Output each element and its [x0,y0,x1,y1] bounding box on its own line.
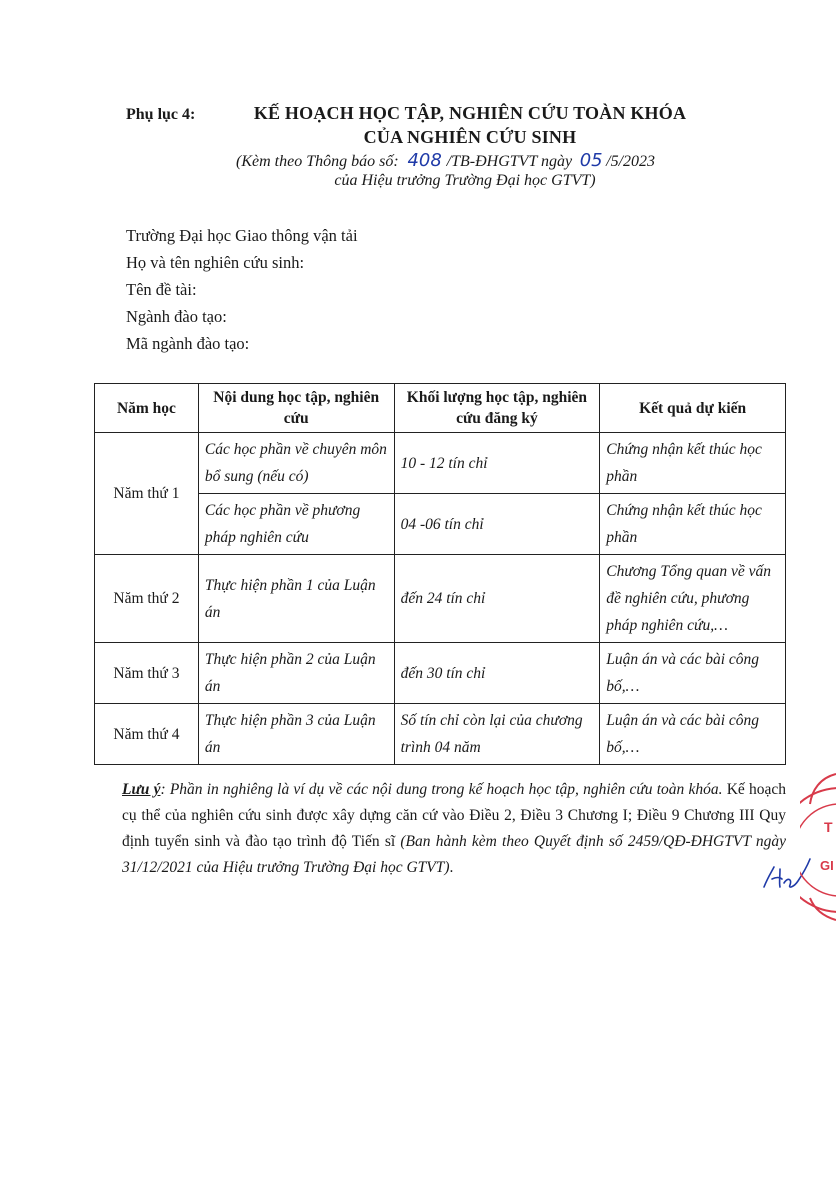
stamp-seal [800,770,836,930]
content-cell: Thực hiện phần 1 của Luận án [198,555,394,643]
appendix-label: Phụ lục 4: [126,106,196,123]
result-cell: Chứng nhận kết thúc học phần [600,494,786,555]
workload-cell: đến 24 tín chỉ [394,555,600,643]
header-year: Năm học [95,384,199,433]
subtitle-issuer: của Hiệu trưởng Trường Đại học GTVT) [334,172,596,189]
year-cell: Năm thứ 1 [95,433,199,555]
svg-text:GI: GI [820,858,834,873]
document-title-line2: CỦA NGHIÊN CỨU SINH [363,127,577,147]
table-row [95,704,786,765]
handwritten-notice-number: 408 [407,150,442,171]
year-cell: Năm thứ 3 [95,643,199,704]
student-name-line: Họ và tên nghiên cứu sinh: [126,253,305,272]
university-line: Trường Đại học Giao thông vận tải [126,226,358,245]
major-line: Ngành đào tạo: [126,307,227,326]
content-cell: Thực hiện phần 3 của Luận án [198,704,394,765]
note-paragraph [122,777,786,881]
date-rest: /5/2023 [606,153,656,170]
study-plan-table [94,383,786,765]
note-italic-intro: : Phần in nghiêng là ví dụ về các nội dung trong kế hoạch học tập, nghiên cứu toàn khóa. [160,781,723,798]
header-result: Kết quả dự kiến [600,384,786,433]
major-code-line: Mã ngành đào tạo: [126,334,250,353]
workload-cell: 10 - 12 tín chỉ [394,433,600,494]
note-reference: (Ban hành kèm theo Quyết định số 2459/QĐ-ĐHGTVT ngày 31/12/2021 của Hiệu trưởng Trường Đại học GTVT) [122,833,786,876]
header-content: Nội dung học tập, nghiên cứu [198,384,394,433]
subtitle-reference [236,150,655,171]
table-row [95,433,786,494]
note-body: Kế hoạch cụ thể của nghiên cứu sinh được xây dựng căn cứ vào Điều 2, Điều 3 Chương I; Điều 9 Chương III Quy định tuyển sinh và đào tạo trình độ Tiến sĩ [122,781,786,850]
header-workload: Khối lượng học tập, nghiên cứu đăng ký [394,384,600,433]
table-row [95,643,786,704]
note-label: Lưu ý [122,781,161,798]
table-row [95,555,786,643]
svg-text:T: T [824,819,833,835]
content-cell: Các học phần về chuyên môn bổ sung (nếu có) [198,433,394,494]
result-cell: Chương Tổng quan về vấn đề nghiên cứu, phương pháp nghiên cứu,… [600,555,786,643]
handwritten-date-day: 05 [579,150,603,171]
year-cell: Năm thứ 2 [95,555,199,643]
year-cell: Năm thứ 4 [95,704,199,765]
subtitle-mid: /TB-ĐHGTVT ngày [446,153,573,170]
workload-cell: đến 30 tín chỉ [394,643,600,704]
content-cell: Thực hiện phần 2 của Luận án [198,643,394,704]
workload-cell: 04 -06 tín chỉ [394,494,600,555]
result-cell: Luận án và các bài công bố,… [600,704,786,765]
note-end: . [449,859,454,876]
table-header-row [95,384,786,433]
table-row [95,494,786,555]
result-cell: Luận án và các bài công bố,… [600,643,786,704]
document-title: KẾ HOẠCH HỌC TẬP, NGHIÊN CỨU TOÀN KHÓA [253,103,687,123]
content-cell: Các học phần về phương pháp nghiên cứu [198,494,394,555]
result-cell: Chứng nhận kết thúc học phần [600,433,786,494]
thesis-title-line: Tên đề tài: [126,280,197,299]
workload-cell: Số tín chỉ còn lại của chương trình 04 năm [394,704,600,765]
subtitle-prefix: (Kèm theo Thông báo số: [236,153,399,170]
